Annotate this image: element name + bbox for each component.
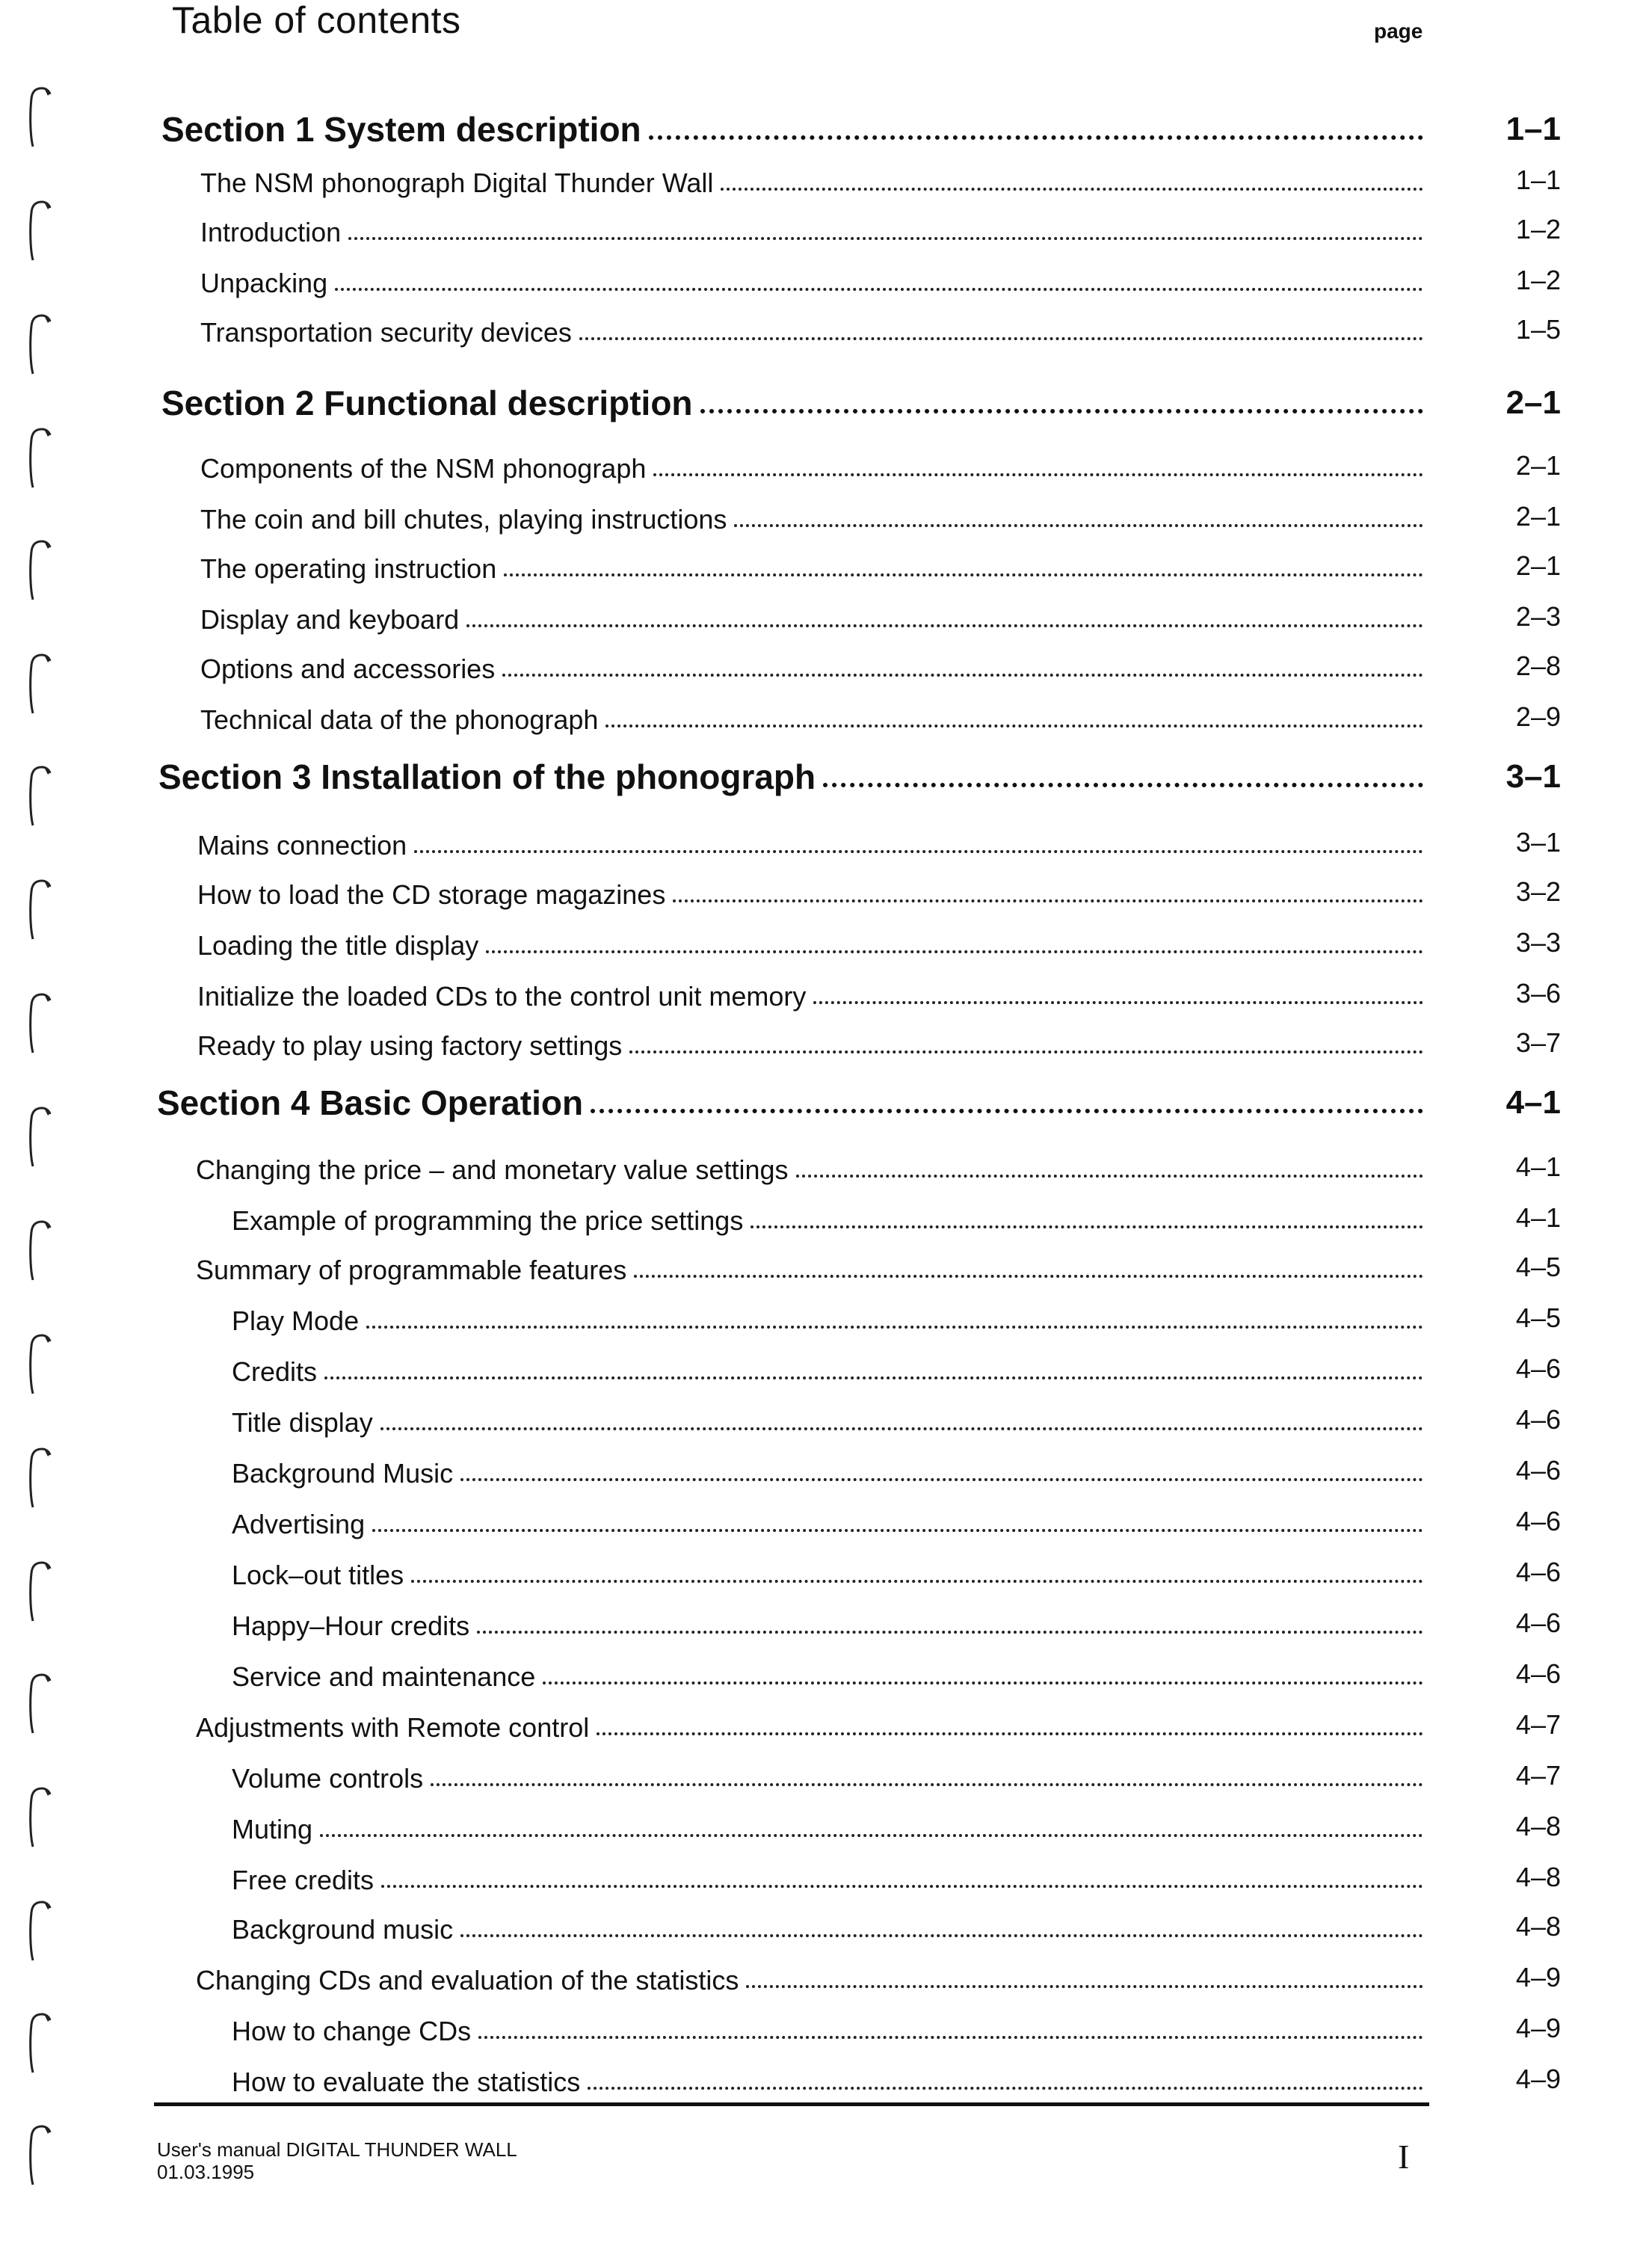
toc-entry — [232, 1600, 1561, 1642]
toc-dot-leader — [634, 1275, 1423, 1278]
toc-dot-leader — [579, 337, 1423, 340]
toc-page-number: 4–9 — [1515, 1962, 1561, 1993]
footer-date: 01.03.1995 — [157, 2161, 255, 2183]
toc-entry — [200, 643, 1561, 685]
toc-entry — [196, 1144, 1561, 1186]
toc-section-entry — [157, 1081, 1561, 1123]
toc-dot-leader — [653, 473, 1423, 476]
toc-section-entry — [161, 108, 1561, 150]
toc-entry — [232, 1346, 1561, 1388]
toc-entry-label: The coin and bill chutes, playing instructions — [200, 504, 727, 535]
toc-entry — [232, 1195, 1561, 1237]
toc-entry-label: Service and maintenance — [232, 1661, 536, 1692]
toc-entry-label: Advertising — [232, 1509, 366, 1539]
toc-entry-label: Ready to play using factory settings — [197, 1030, 623, 1061]
toc-dot-leader — [605, 724, 1423, 727]
toc-page-number: 4–7 — [1515, 1760, 1561, 1791]
toc-entry-label: Mains connection — [197, 830, 407, 861]
toc-dot-leader — [588, 2087, 1423, 2090]
toc-dot-leader — [411, 1580, 1423, 1583]
toc-page-number: 4–1 — [1515, 1151, 1561, 1182]
toc-entry-label: How to change CDs — [232, 2016, 472, 2046]
toc-entry-label: Introduction — [200, 217, 342, 247]
toc-entry-label: Changing CDs and evaluation of the statistics — [196, 1965, 739, 1996]
toc-page-number: 1–2 — [1515, 265, 1561, 295]
toc-page-number: 4–9 — [1515, 2013, 1561, 2043]
toc-entry — [232, 1651, 1561, 1693]
toc-entry — [232, 1498, 1561, 1540]
toc-entry-label: Transportation security devices — [200, 317, 572, 348]
toc-entry — [197, 869, 1561, 911]
toc-page-number: 4–6 — [1515, 1658, 1561, 1689]
toc-entry-label: Section 3 Installation of the phonograph — [158, 757, 816, 796]
toc-dot-leader — [478, 2036, 1423, 2039]
toc-dot-leader — [543, 1682, 1423, 1684]
toc-dot-leader — [673, 899, 1423, 902]
toc-entry — [200, 543, 1561, 585]
toc-dot-leader — [502, 674, 1423, 677]
toc-entry — [196, 1244, 1561, 1286]
toc-dot-leader — [823, 783, 1423, 787]
toc-dot-leader — [649, 135, 1423, 140]
toc-entry-label: Muting — [232, 1814, 313, 1844]
toc-entry-label: Summary of programmable features — [196, 1255, 627, 1285]
footer-page-number: I — [1398, 2138, 1410, 2176]
toc-entry-label: Free credits — [232, 1865, 375, 1895]
toc-page-number: 4–6 — [1515, 1455, 1561, 1486]
toc-page-number: 4–6 — [1515, 1607, 1561, 1638]
toc-entry-label: Options and accessories — [200, 653, 496, 684]
toc-page-number: 2–1 — [1515, 550, 1561, 581]
toc-entry-label: The operating instruction — [200, 553, 497, 584]
toc-entry-label: Volume controls — [232, 1763, 424, 1794]
toc-entry-label: Background music — [232, 1914, 454, 1945]
toc-entry-label: Components of the NSM phonograph — [200, 453, 647, 484]
toc-page-number: 3–7 — [1515, 1027, 1561, 1058]
toc-entry — [200, 206, 1561, 248]
toc-entry-label: Lock–out titles — [232, 1560, 404, 1590]
toc-dot-leader — [477, 1631, 1423, 1634]
toc-page-number: 4–5 — [1515, 1302, 1561, 1333]
toc-page-number: 4–1 — [1505, 1084, 1561, 1121]
toc-entry — [232, 1397, 1561, 1439]
toc-entry-label: Initialize the loaded CDs to the control unit memory — [197, 981, 807, 1012]
toc-dot-leader — [460, 1478, 1423, 1481]
toc-entry — [232, 2005, 1561, 2047]
toc-dot-leader — [460, 1934, 1423, 1937]
toc-page-number: 4–7 — [1515, 1709, 1561, 1740]
toc-entry-label: Technical data of the phonograph — [200, 704, 599, 735]
toc-dot-leader — [721, 188, 1423, 191]
toc-entry-label: Unpacking — [200, 268, 328, 298]
toc-page-number: 4–8 — [1515, 1911, 1561, 1942]
toc-dot-leader — [380, 1427, 1423, 1430]
toc-page-number: 4–5 — [1515, 1252, 1561, 1282]
toc-dot-leader — [324, 1376, 1423, 1379]
toc-entry — [232, 1854, 1561, 1896]
toc-entry — [232, 1447, 1561, 1489]
toc-page-number: 1–1 — [1515, 164, 1561, 195]
toc-entry — [232, 1753, 1561, 1794]
toc-dot-leader — [746, 1985, 1423, 1988]
toc-dot-leader — [486, 950, 1423, 953]
toc-dot-leader — [751, 1225, 1423, 1228]
toc-page-number: 1–5 — [1515, 314, 1561, 345]
toc-dot-leader — [320, 1834, 1423, 1837]
toc-entry-label: How to evaluate the statistics — [232, 2067, 581, 2097]
toc-entry-label: The NSM phonograph Digital Thunder Wall — [200, 167, 714, 198]
toc-entry-label: Section 2 Functional description — [161, 384, 693, 422]
toc-dot-leader — [335, 288, 1423, 291]
toc-page-number: 4–1 — [1515, 1202, 1561, 1233]
toc-page-number: 4–6 — [1515, 1404, 1561, 1435]
toc-page-number: 4–6 — [1515, 1557, 1561, 1587]
toc-entry — [232, 1295, 1561, 1337]
toc-entry-label: Section 1 System description — [161, 110, 641, 149]
toc-page-number: 2–1 — [1515, 501, 1561, 532]
toc-entry — [197, 920, 1561, 961]
toc-entry — [200, 307, 1561, 348]
toc-entry — [197, 970, 1561, 1012]
toc-entry — [232, 2056, 1561, 2098]
toc-page-number: 3–6 — [1515, 978, 1561, 1009]
toc-page-number: 4–8 — [1515, 1862, 1561, 1892]
toc-entry — [197, 1020, 1561, 1062]
toc-dot-leader — [700, 409, 1423, 413]
footer-manual-title: User's manual DIGITAL THUNDER WALL — [157, 2138, 517, 2161]
toc-dot-leader — [366, 1326, 1423, 1329]
toc-dot-leader — [597, 1732, 1423, 1735]
toc-dot-leader — [466, 624, 1423, 627]
toc-entry-label: Play Mode — [232, 1305, 360, 1336]
toc-page-number: 3–1 — [1515, 827, 1561, 858]
toc-dot-leader — [796, 1175, 1424, 1178]
toc-entry — [200, 594, 1561, 636]
toc-entry — [232, 1549, 1561, 1591]
toc-entry — [196, 1954, 1561, 1996]
toc-entry — [200, 157, 1561, 199]
toc-entry-label: Adjustments with Remote control — [196, 1712, 590, 1743]
page-column-label: page — [1374, 19, 1423, 43]
toc-entry — [200, 694, 1561, 736]
toc-page-number: 3–1 — [1505, 758, 1561, 795]
toc-entry-label: Example of programming the price settings — [232, 1205, 744, 1236]
toc-entry-label: Loading the title display — [197, 930, 479, 961]
toc-page-number: 4–9 — [1515, 2064, 1561, 2094]
toc-dot-leader — [734, 524, 1423, 527]
page-title: Table of contents — [172, 0, 461, 41]
toc-page-number: 4–6 — [1515, 1353, 1561, 1384]
toc-page-number: 3–2 — [1515, 876, 1561, 907]
toc-dot-leader — [381, 1885, 1423, 1888]
toc-page-number: 2–1 — [1505, 384, 1561, 421]
toc-dot-leader — [372, 1529, 1423, 1532]
toc-entry — [200, 493, 1561, 535]
toc-page-number: 1–1 — [1505, 111, 1561, 147]
toc-dot-leader — [348, 237, 1423, 240]
toc-dot-leader — [431, 1783, 1423, 1786]
toc-entry — [196, 1702, 1561, 1744]
toc-section-entry — [161, 381, 1561, 423]
toc-entry-label: Credits — [232, 1356, 318, 1387]
toc-dot-leader — [813, 1001, 1423, 1004]
toc-section-entry — [158, 755, 1561, 797]
toc-entry-label: Display and keyboard — [200, 604, 460, 635]
toc-entry-label: How to load the CD storage magazines — [197, 879, 666, 910]
footer-rule — [154, 2102, 1429, 2106]
toc-page-number: 2–1 — [1515, 450, 1561, 481]
toc-dot-leader — [629, 1050, 1423, 1053]
toc-page-number: 2–8 — [1515, 650, 1561, 681]
toc-page-number: 2–9 — [1515, 701, 1561, 732]
toc-entry — [232, 1803, 1561, 1845]
toc-page-number: 3–3 — [1515, 927, 1561, 958]
toc-dot-leader — [504, 573, 1423, 576]
toc-entry — [197, 819, 1561, 861]
toc-entry — [200, 257, 1561, 299]
toc-page-number: 4–8 — [1515, 1811, 1561, 1842]
toc-entry — [200, 443, 1561, 484]
toc-dot-leader — [414, 850, 1423, 853]
toc-entry-label: Section 4 Basic Operation — [157, 1083, 584, 1122]
toc-entry — [232, 1904, 1561, 1945]
toc-entry-label: Background Music — [232, 1458, 454, 1489]
toc-page-number: 1–2 — [1515, 214, 1561, 244]
toc-entry-label: Changing the price – and monetary value settings — [196, 1154, 789, 1185]
toc-page-number: 4–6 — [1515, 1506, 1561, 1536]
toc-entry-label: Happy–Hour credits — [232, 1610, 470, 1641]
toc-page-number: 2–3 — [1515, 601, 1561, 632]
toc-entry-label: Title display — [232, 1407, 373, 1438]
toc-dot-leader — [591, 1109, 1423, 1113]
